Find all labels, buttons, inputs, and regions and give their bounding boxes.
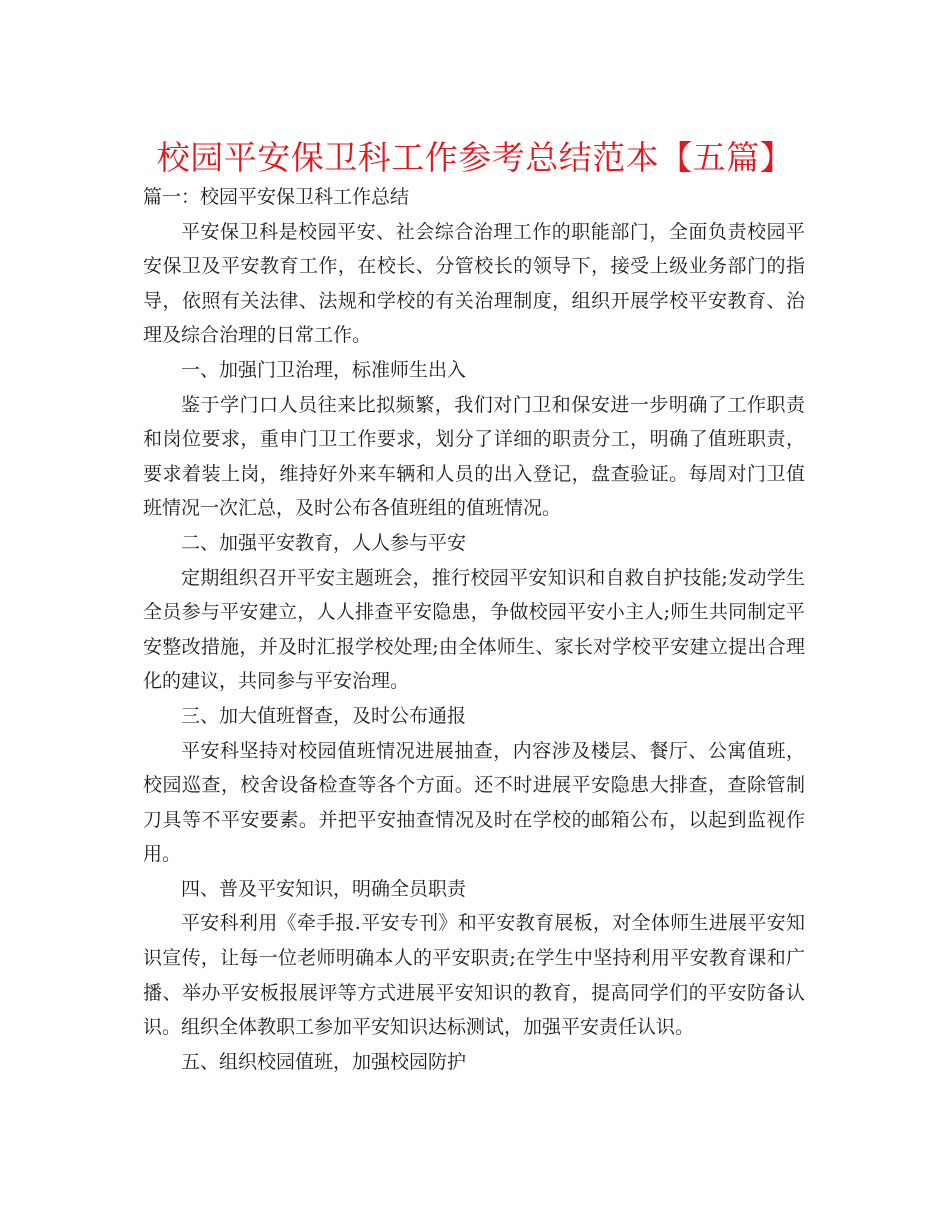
section-body-1: 鉴于学门口人员往来比拟频繁，我们对门卫和保安进一步明确了工作职责和岗位要求，重申门卫工作要求，划分了详细的职责分工，明确了值班职责，要求着装上岗，维持好外来车辆和人员的出入登记，盘查验证。每周对门卫值班情况一次汇总，及时公布各值班组的值班情况。	[143, 393, 805, 520]
section-title: 篇一：校园平安保卫科工作总结	[143, 186, 410, 208]
section-heading-4: 四、普及平安知识，明确全员职责	[181, 877, 467, 900]
section-heading-5: 五、组织校园值班，加强校园防护	[181, 1050, 467, 1073]
intro-paragraph: 平安保卫科是校园平安、社会综合治理工作的职能部门，全面负责校园平安保卫及平安教育工作，在校长、分管校长的领导下，接受上级业务部门的指导，依照有关法律、法规和学校的有关治理制度，组织开展学校平安教育、治理及综合治理的日常工作。	[143, 220, 805, 347]
section-body-2: 定期组织召开平安主题班会，推行校园平安知识和自救自护技能;发动学生全员参与平安建立，人人排查平安隐患，争做校园平安小主人;师生共同制定平安整改措施，并及时汇报学校处理;由全体师生、家长对学校平安建立提出合理化的建议，共同参与平安治理。	[143, 566, 805, 693]
section-heading-3: 三、加大值班督查，及时公布通报	[181, 704, 467, 727]
document-title: 校园平安保卫科工作参考总结范本【五篇】	[156, 138, 794, 177]
section-body-3: 平安科坚持对校园值班情况进展抽查，内容涉及楼层、餐厅、公寓值班，校园巡查，校舍设备检查等各个方面。还不时进展平安隐患大排查，查除管制刀具等不平安要素。并把平安抽查情况及时在学校的邮箱公布，以起到监视作用。	[143, 739, 805, 866]
section-heading-2: 二、加强平安教育，人人参与平安	[181, 531, 467, 554]
section-body-4: 平安科利用《牵手报.平安专刊》和平安教育展板，对全体师生进展平安知识宣传，让每一位老师明确本人的平安职责;在学生中坚持利用平安教育课和广播、举办平安板报展评等方式进展平安知识的教育，提高同学们的平安防备认识。组织全体教职工参加平安知识达标测试，加强平安责任认识。	[143, 912, 805, 1039]
document-body	[143, 180, 805, 1079]
section-heading-1: 一、加强门卫治理，标准师生出入	[181, 358, 467, 381]
